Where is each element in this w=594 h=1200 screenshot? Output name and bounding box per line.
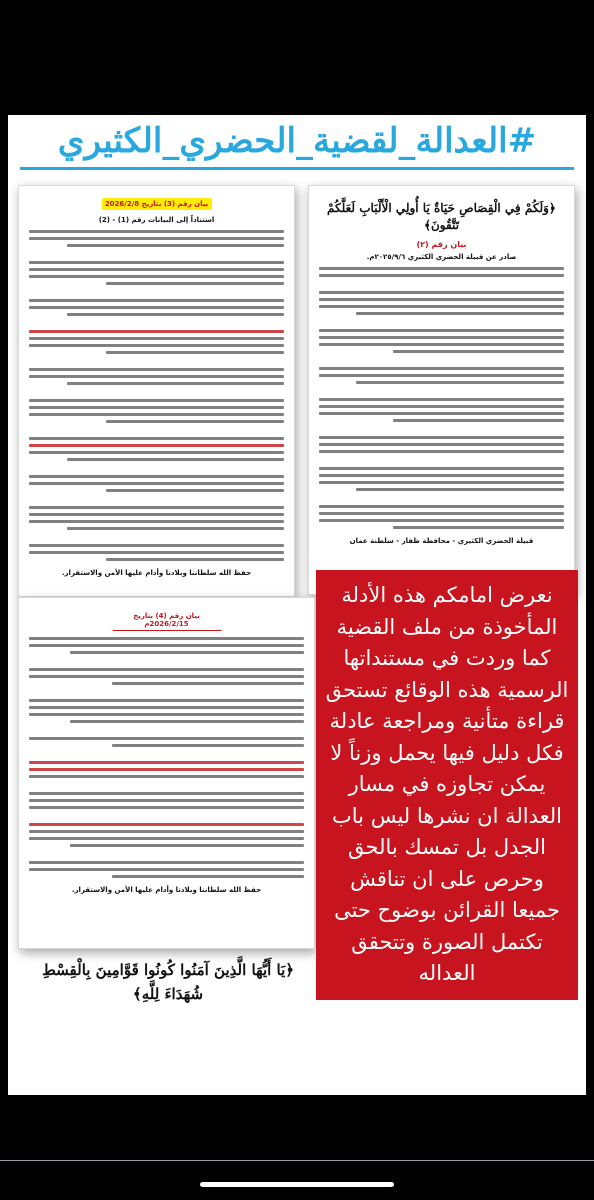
statement-3-body xyxy=(19,230,294,561)
statement-3-badge: بيان رقم (3) بتاريخ 2026/2/8 xyxy=(102,198,212,210)
home-indicator[interactable] xyxy=(200,1182,394,1187)
statement-2-body xyxy=(309,267,574,529)
statement-3-footer: حفظ الله سلطاننا وبلادنا وأدام عليها الأمن والاستقرار. xyxy=(61,569,252,577)
statement-4-body xyxy=(19,637,314,878)
statement-2-title: بيان رقم (٢) xyxy=(416,239,467,249)
hashtag-title: #العدالة_لقضية_الحضري_الكثيري xyxy=(57,121,537,161)
statement-2-subtitle: صادر عن قبيلة الحضري الكثيري ٢٠٢٥/٩/٦م. xyxy=(366,252,517,261)
statement-4-footer: حفظ الله سلطاننا وبلادنا وأدام عليها الأمن والاستقرار. xyxy=(71,886,262,894)
statement-4-document xyxy=(18,597,315,949)
bottom-divider xyxy=(0,1160,594,1161)
statement-3-document xyxy=(18,185,295,597)
statement-2-footer: قبيلة الحضري الكثيري - محافظة ظفار - سلطنة عمان xyxy=(349,536,534,545)
statement-2-verse: ﴿وَلَكُمْ فِي الْقِصَاصِ حَيَاةٌ يَا أُولِي الْأَلْبَابِ لَعَلَّكُمْ تَتَّقُونَ﴾ xyxy=(327,201,556,232)
title-underline xyxy=(20,167,574,170)
quran-quote: ﴿يَا أَيُّهَا الَّذِينَ آمَنُوا كُونُوا قَوَّامِينَ بِالْقِسْطِ شُهَدَاءَ لِلَّهِ﴾ xyxy=(41,961,295,1003)
statement-2-document xyxy=(308,185,575,595)
post-image xyxy=(8,115,586,1095)
evidence-message: نعرض امامكم هذه الأدلة المأخوذة من ملف القضية كما وردت في مستنداتها الرسمية هذه الوقائع تستحق قراءة متأنية ومراجعة عادلة فكل دليل فيها يحمل وزناً لا يمكن تجاوزه في مسار العدالة ان نشرها ليس باب الجدل بل تمسك بالحق وحرص على ان تناقش جميعا القرائن بوضوح حتى تكتمل الصورة وتتحقق العداله xyxy=(316,570,578,1000)
statement-4-badge: بيان رقم (4) بتاريخ 2026/2/15م xyxy=(112,610,222,631)
statement-3-intro: استناداً إلى البيانات رقم (1) - (2) xyxy=(98,216,215,224)
